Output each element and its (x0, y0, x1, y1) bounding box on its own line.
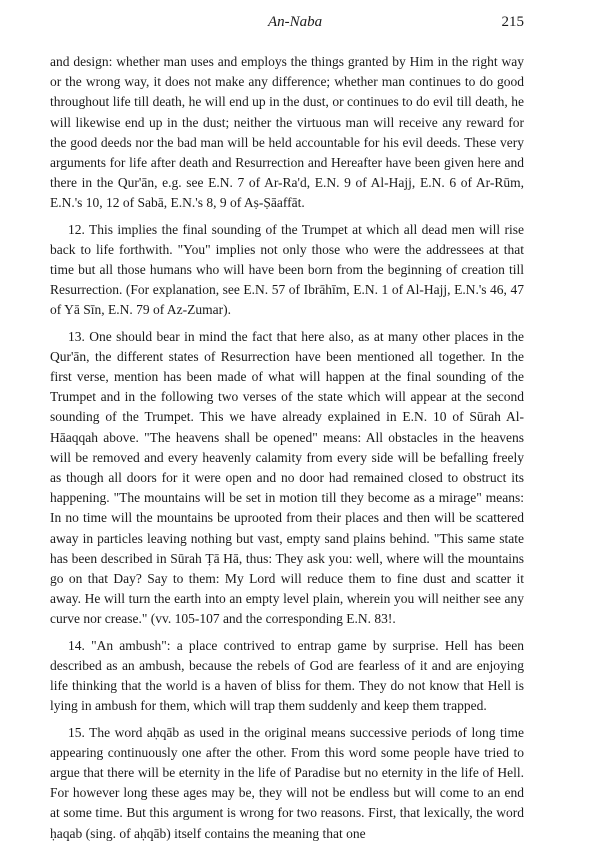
note-14: 14. "An ambush": a place contrived to entrap game by surprise. Hell has been described as an ambush, because the rebels of God are fearless of it and are enjoying life thinking that the world is a haven of bliss for them. They do not know that Hell is lying in ambush for them, which will trap them suddenly and keep them trapped. (50, 637, 524, 714)
note-15: 15. The word aḥqāb as used in the original means successive periods of long time appearing continuously one after the other. From this word some people have tried to argue that there will be eternity in the life of Paradise but no eternity in the life of Hell. For however long these ages may be, they will not be endless but will come to an end at some time. But this argument is wrong for two reasons. First, that lexically, the word ḥaqab (sing. of aḥqāb) itself contains the meaning that one (50, 724, 524, 841)
note-13: 13. One should bear in mind the fact that here also, as at many other places in the Qur'ān, the different states of Resurrection have been mentioned all together. In the first verse, mention has been made of what will happen at the final sounding of the Trumpet and in the following two verses of the state which will appear at the second sounding of the Trumpet. This we have already explained in E.N. 10 of Sūrah Al-Hāaqqah above. "The heavens shall be opened" means: All obstacles in the heavens will be removed and every heavenly calamity from every side will be befalling freely as though all doors for it were open and no door had remained closed to obstruct its happening. "The mountains will be set in motion till they become as a mirage" means: In no time will the mountains be uprooted from their places and then will be scattered away in particles leaving nothing but vast, empty sand plains behind. "This same state has been described in Sūrah Ṭā Hā, thus: They ask you: well, where will the mountains go on that Day? Say to them: My Lord will reduce them to fine dust and scatter it away. He will turn the earth into an empty level plain, wherein you will neither see any curve nor crease." (vv. 105-107 and the corresponding E.N. 83!. (50, 328, 524, 627)
running-head: An-Naba (268, 14, 323, 30)
body-text (50, 52, 524, 850)
paragraph-continued: and design: whether man uses and employs the things granted by Him in the right way or the wrong way, it does not make any difference; whether man continues to do good throughout life till death, he will end up in the dust, or continues to do evil till death, he will likewise end up in the dust; neither the virtuous man will receive any reward for the good deeds nor the bad man will be held accountable for his evil deeds. These very arguments for life after death and Resurrection and Hereafter have been given here and there in the Qur'ān, e.g. see E.N. 7 of Ar-Ra'd, E.N. 9 of Al-Hajj, E.N. 6 of Ar-Rūm, E.N.'s 10, 12 of Sabā, E.N.'s 8, 9 of Aṣ-Ṣāaffāt. (50, 54, 524, 211)
page-number: 215 (501, 14, 524, 30)
note-12: 12. This implies the final sounding of the Trumpet at which all dead men will rise back to life forthwith. "You" implies not only those who were the addressees at that time but all those humans who will have been born from the beginning of creation till Resurrection. (For explanation, see E.N. 57 of Ibrāhīm, E.N. 1 of Al-Hajj, E.N.'s 46, 47 of Yā Sīn, E.N. 79 of Az-Zumar). (50, 221, 524, 318)
